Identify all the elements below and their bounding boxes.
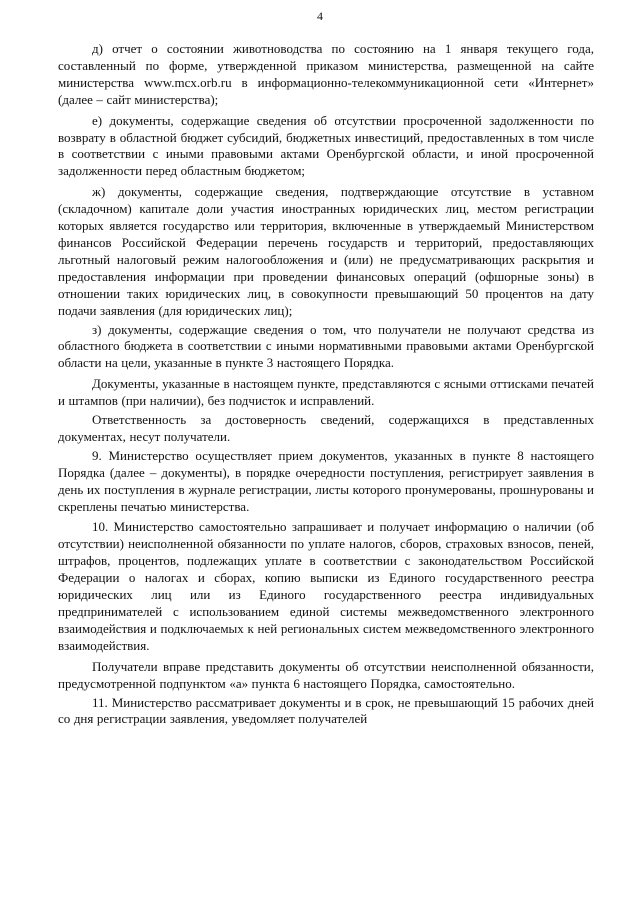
page-number: 4 [317, 9, 323, 23]
paragraph-z: з) документы, содержащие сведения о том, что получатели не получают средства из областного бюджета в соответствии с иными нормативными правовыми актами Оренбургской области на цели, указанные в пункте 3 настоящего Порядка. [58, 321, 594, 371]
paragraph-d: д) отчет о состоянии животноводства по состоянию на 1 января текущего года, составленный по форме, утвержденной приказом министерства, размещенной на сайте министерства www.mcx.orb.ru в информационно-телекоммуникационной сети «Интернет» (далее – сайт министерства); [58, 41, 594, 107]
paragraph-11: 11. Министерство рассматривает документы и в срок, не превышающий 15 рабочих дней со дня регистрации заявления, уведомляет получателей [58, 694, 594, 727]
paragraph-9: 9. Министерство осуществляет прием документов, указанных в пункте 8 настоящего Порядка (далее – документы), в порядке очередности поступления, регистрирует заявления в день их поступления в журнале регистрации, листы которого пронумерованы, прошнурованы и скреплены печатью министерства. [58, 447, 594, 514]
paragraph-10: 10. Министерство самостоятельно запрашивает и получает информацию о наличии (об отсутствии) неисполненной обязанности по уплате налогов, сборов, страховых взносов, пеней, штрафов, процентов, подлежащих уплате в соответствии с законодательством Российской Федерации о налогах и сборах, копию выписки из Единого государственного реестра юридических лиц или из Единого государственного реестра индивидуальных предпринимателей с использованием единой системы межведомственного электронного взаимодействия и подключаемых к ней региональных систем межведомственного электронного взаимодействия. [58, 519, 594, 653]
document-body [58, 41, 594, 728]
paragraph-applicants-right: Получатели вправе представить документы об отсутствии неисполненной обязанности, предусмотренной подпунктом «а» пункта 6 настоящего Порядка, самостоятельно. [58, 658, 594, 691]
paragraph-zh: ж) документы, содержащие сведения, подтверждающие отсутствие в уставном (складочном) капитале доли участия иностранных юридических лиц, местом регистрации которых является государство или территория, включенные в утверждаемый Министерством финансов Российской Федерации перечень государств и территорий, предоставляющих льготный налоговый режим налогообложения и (или) не предусматривающих раскрытия и предоставления информации при проведении финансовых операций (офшорные зоны) в отношении таких юридических лиц, в совокупности превышающий 50 процентов на дату подачи заявления (для юридических лиц); [58, 184, 594, 318]
paragraph-e: е) документы, содержащие сведения об отсутствии просроченной задолженности по возврату в областной бюджет субсидий, бюджетных инвестиций, предоставленных в том числе в соответствии с иными правовыми актами Оренбургской области, и иной просроченной задолженности перед областным бюджетом; [58, 112, 594, 179]
paragraph-responsibility: Ответственность за достоверность сведений, содержащихся в представленных документах, несут получатели. [58, 412, 594, 444]
paragraph-documents-requirements: Документы, указанные в настоящем пункте, представляются с ясными оттисками печатей и штампов (при наличии), без подчисток и исправлений. [58, 376, 594, 409]
